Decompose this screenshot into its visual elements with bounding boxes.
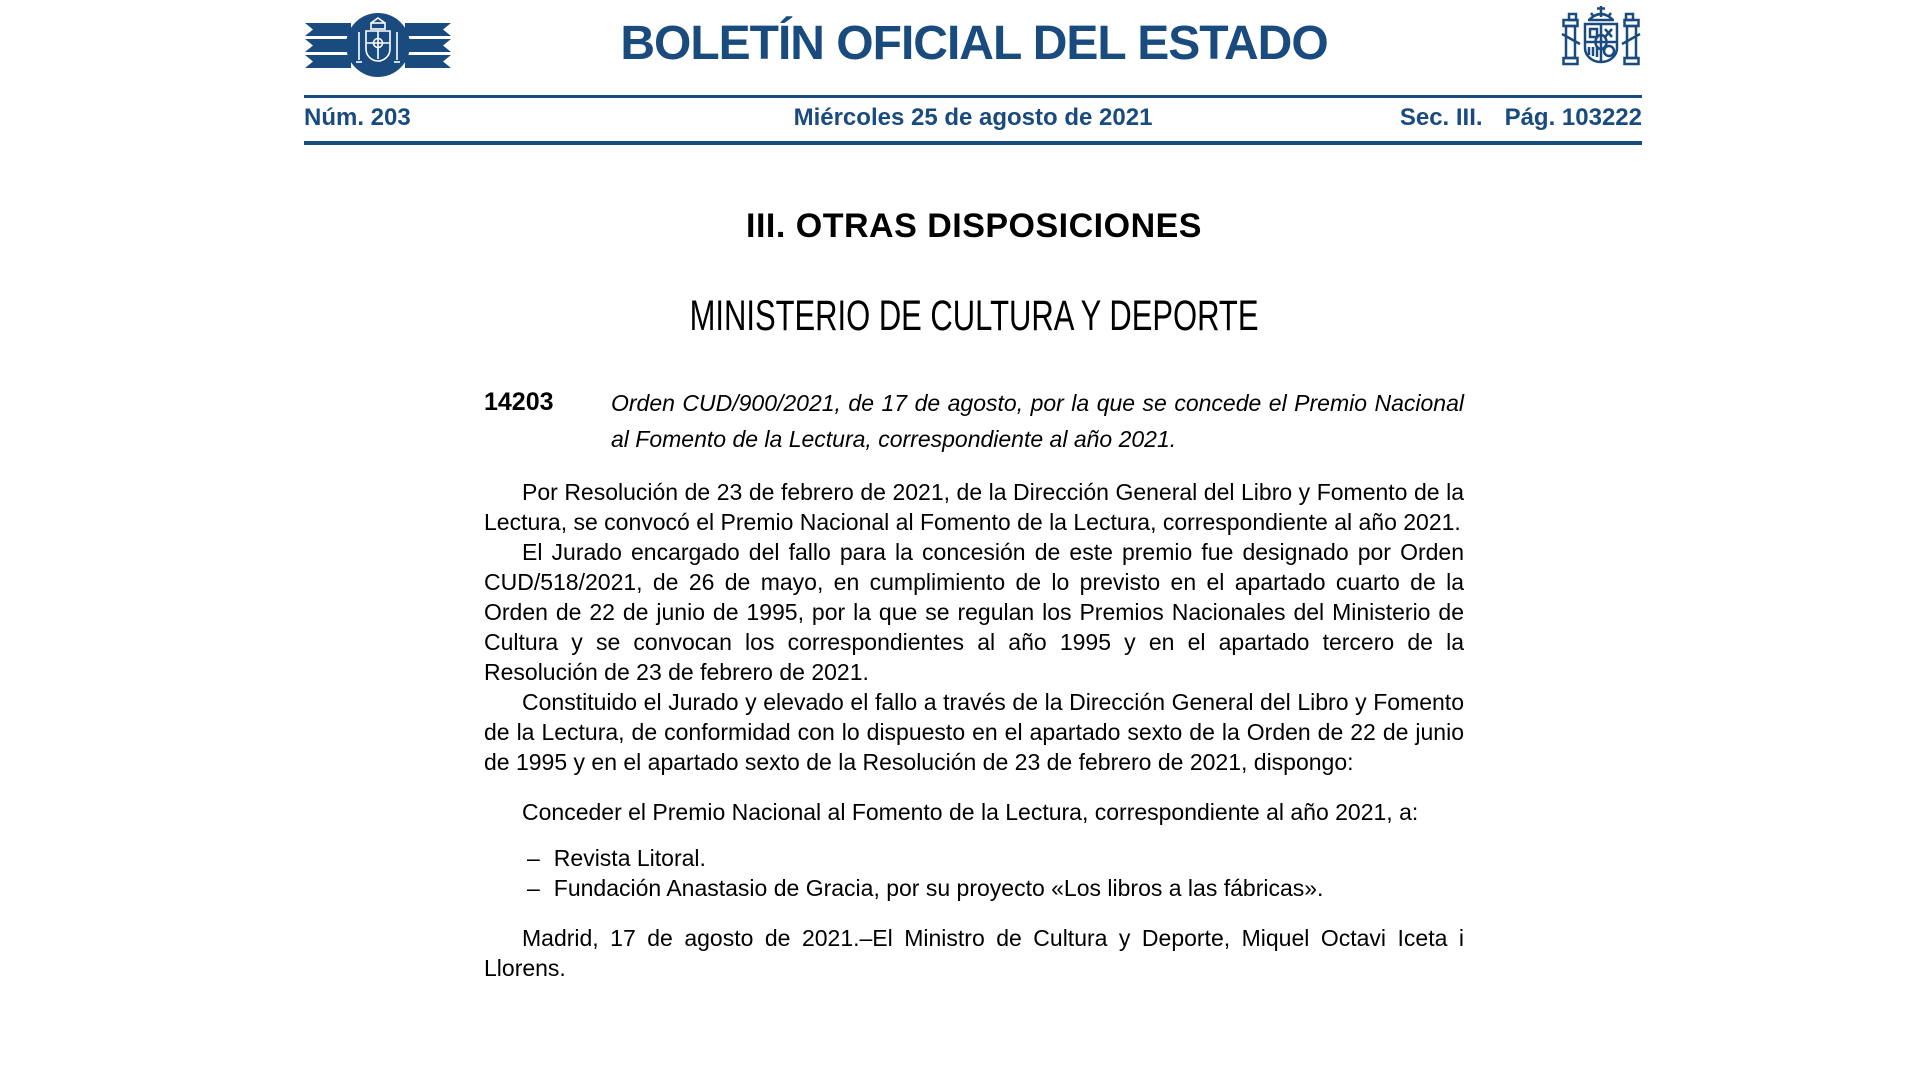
ministry-heading-text: MINISTERIO DE CULTURA Y DEPORTE bbox=[689, 292, 1259, 340]
page-number-label: Pág. 103222 bbox=[1504, 104, 1642, 131]
header-meta-bar bbox=[304, 104, 1642, 134]
award-list-item bbox=[527, 873, 1464, 903]
order-title: Orden CUD/900/2021, de 17 de agosto, por la que se concede el Premio Nacional al Fomento de la Lectura, correspondiente al año 2021. bbox=[611, 390, 1464, 452]
award-list bbox=[484, 843, 1464, 903]
body-paragraph: El Jurado encargado del fallo para la concesión de este premio fue designado por Orden CUD/518/2021, de 26 de mayo, en cumplimiento de lo previsto en el apartado cuarto de la Orden de 22 de junio de 1995, por la que se regulan los Premios Nacionales del Ministerio de Cultura y se convocan los correspondientes al año 1995 y en el apartado tercero de la Resolución de 23 de febrero de 2021. bbox=[484, 539, 1464, 685]
award-list-item bbox=[527, 843, 1464, 873]
header-divider-top bbox=[304, 95, 1642, 98]
section-label: Sec. III. bbox=[1399, 104, 1483, 131]
section-page-group bbox=[1400, 104, 1642, 132]
ministry-heading bbox=[484, 292, 1464, 341]
dash-bullet: – bbox=[527, 875, 540, 901]
dash-bullet: – bbox=[527, 845, 540, 871]
masthead-title: BOLETÍN OFICIAL DEL ESTADO bbox=[620, 17, 1328, 70]
header-divider-bottom bbox=[304, 141, 1642, 145]
award-list-item-text: Fundación Anastasio de Gracia, por su proyecto «Los libros a las fábricas». bbox=[553, 875, 1324, 901]
issue-date: Miércoles 25 de agosto de 2021 bbox=[793, 104, 1153, 131]
award-list-item-text: Revista Litoral. bbox=[553, 845, 706, 871]
spain-coat-of-arms-icon bbox=[1558, 4, 1644, 82]
closing-paragraph: Madrid, 17 de agosto de 2021.–El Ministro de Cultura y Deporte, Miquel Octavi Iceta i Llorens. bbox=[484, 925, 1464, 981]
order-block bbox=[484, 385, 1464, 457]
order-number: 14203 bbox=[484, 388, 554, 416]
body-paragraph: Constituido el Jurado y elevado el fallo a través de la Dirección General del Libro y Fomento de la Lectura, de conformidad con lo dispuesto en el apartado sexto de la Orden de 22 de junio de 1995 y en el apartado sexto de la Resolución de 23 de febrero de 2021, dispongo: bbox=[484, 689, 1464, 775]
document-body bbox=[484, 196, 1464, 983]
body-paragraph: Por Resolución de 23 de febrero de 2021, de la Dirección General del Libro y Fomento de la Lectura, se convocó el Premio Nacional al Fomento de la Lectura, correspondiente al año 2021. bbox=[484, 479, 1464, 535]
section-heading: III. OTRAS DISPOSICIONES bbox=[746, 207, 1202, 245]
grant-line: Conceder el Premio Nacional al Fomento de la Lectura, correspondiente al año 2021, a: bbox=[522, 799, 1419, 825]
issue-number: Núm. 203 bbox=[304, 104, 411, 131]
